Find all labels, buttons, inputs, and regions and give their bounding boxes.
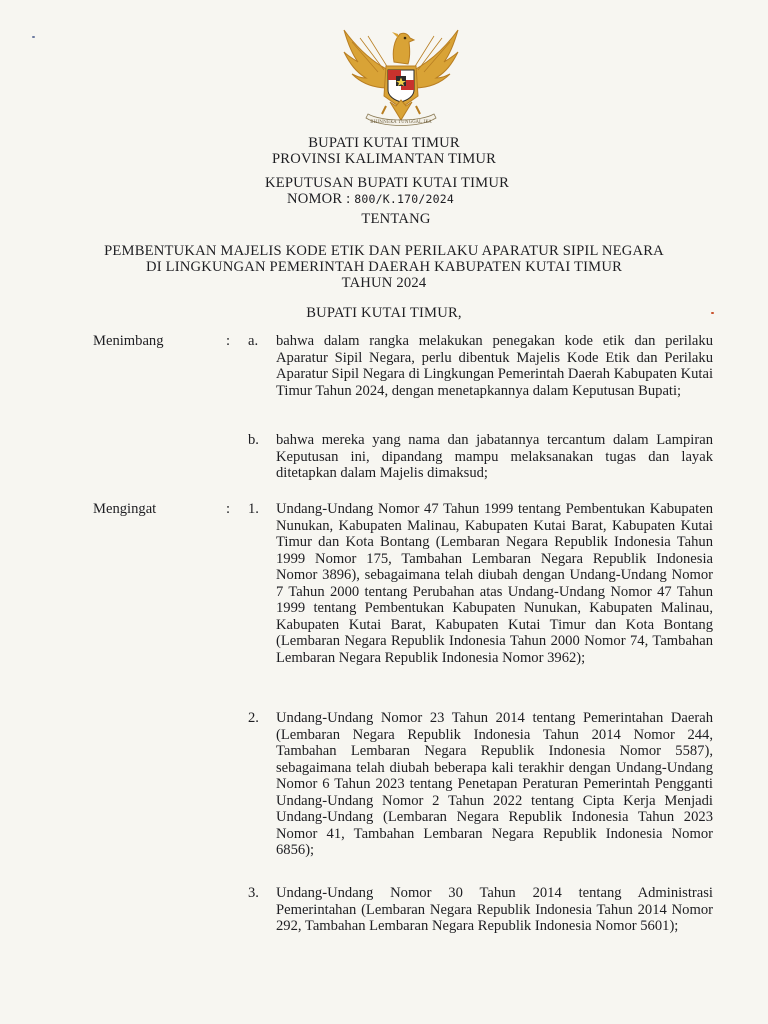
decree-title: KEPUTUSAN BUPATI KUTAI TIMUR xyxy=(265,175,510,191)
mengingat-label: Mengingat xyxy=(93,501,157,517)
mengingat-marker-1: 1. xyxy=(248,501,259,517)
subject-line-3: TAHUN 2024 xyxy=(341,275,427,291)
menimbang-marker-a: a. xyxy=(248,333,259,349)
tentang-heading: TENTANG xyxy=(361,211,431,227)
menimbang-item-a: bahwa dalam rangka melakukan penegakan kode etik dan perilaku Aparatur Sipil Negara, perlu dibentuk Majelis Kode Etik dan Perilaku Aparatur Sipil Negara di Lingkungan Pemerintah Daerah Kabupaten Kutai Timur Tahun 2024, dengan menetapkannya dalam Keputusan Bupati; xyxy=(276,333,713,399)
regent-title: BUPATI KUTAI TIMUR xyxy=(308,135,460,151)
mengingat-colon: : xyxy=(226,501,231,517)
issuer-title: BUPATI KUTAI TIMUR, xyxy=(306,305,462,321)
decree-number-label: NOMOR : xyxy=(287,191,351,207)
menimbang-item-b: bahwa mereka yang nama dan jabatannya tercantum dalam Lampiran Keputusan ini, dipandang mampu melaksanakan tugas dan layak ditetapkan dalam Majelis dimaksud; xyxy=(276,432,713,481)
mengingat-item-3: Undang-Undang Nomor 30 Tahun 2014 tentang Administrasi Pemerintahan (Lembaran Negara Republik Indonesia Tahun 2014 Nomor 292, Tambahan Lembaran Negara Republik Indonesia Nomor 5601); xyxy=(276,885,713,934)
svg-text:BHINNEKA TUNGGAL IKA: BHINNEKA TUNGGAL IKA xyxy=(370,119,432,124)
scan-speck xyxy=(32,36,35,38)
decree-number xyxy=(287,191,454,208)
subject-line-1: PEMBENTUKAN MAJELIS KODE ETIK DAN PERILAKU APARATUR SIPIL NEGARA xyxy=(104,243,664,259)
decree-number-value: 800/K.170/2024 xyxy=(354,192,455,206)
garuda-emblem-icon xyxy=(338,22,464,132)
mengingat-item-1: Undang-Undang Nomor 47 Tahun 1999 tentang Pembentukan Kabupaten Nunukan, Kabupaten Malinau, Kabupaten Kutai Barat, Kabupaten Kutai Timur dan Kota Bontang (Lembaran Negara Republik Indonesia Tahun 1999 Nomor 175, Tambahan Lembaran Negara Republik Indonesia Nomor 3896), sebagaimana telah diubah dengan Undang-Undang Nomor 7 Tahun 2000 tentang Perubahan atas Undang-Undang Nomor 47 Tahun 1999 tentang Pembentukan Kabupaten Nunukan, Kabupaten Malinau, Kabupaten Kutai Barat, Kabupaten Kutai Timur dan Kota Bontang (Lembaran Negara Republik Indonesia Tahun 2000 Nomor 74, Tambahan Lembaran Negara Republik Indonesia Nomor 3962); xyxy=(276,501,713,666)
province-title: PROVINSI KALIMANTAN TIMUR xyxy=(271,151,497,167)
menimbang-label: Menimbang xyxy=(93,333,164,349)
mengingat-item-2: Undang-Undang Nomor 23 Tahun 2014 tentang Pemerintahan Daerah (Lembaran Negara Republik Indonesia Tahun 2014 Nomor 244, Tambahan Lembaran Negara Republik Indonesia Nomor 5587), sebagaimana telah diubah beberapa kali terakhir dengan Undang-Undang Nomor 6 Tahun 2023 tentang Penetapan Peraturan Pemerintah Pengganti Undang-Undang Nomor 2 Tahun 2022 tentang Cipta Kerja Menjadi Undang-Undang (Lembaran Negara Republik Indonesia Tahun 2023 Nomor 41, Tambahan Lembaran Negara Republik Indonesia Nomor 6856); xyxy=(276,710,713,858)
menimbang-colon: : xyxy=(226,333,231,349)
mengingat-marker-3: 3. xyxy=(248,885,259,901)
menimbang-marker-b: b. xyxy=(248,432,259,448)
subject-line-2: DI LINGKUNGAN PEMERINTAH DAERAH KABUPATEN KUTAI TIMUR xyxy=(145,259,623,275)
mengingat-marker-2: 2. xyxy=(248,710,259,726)
